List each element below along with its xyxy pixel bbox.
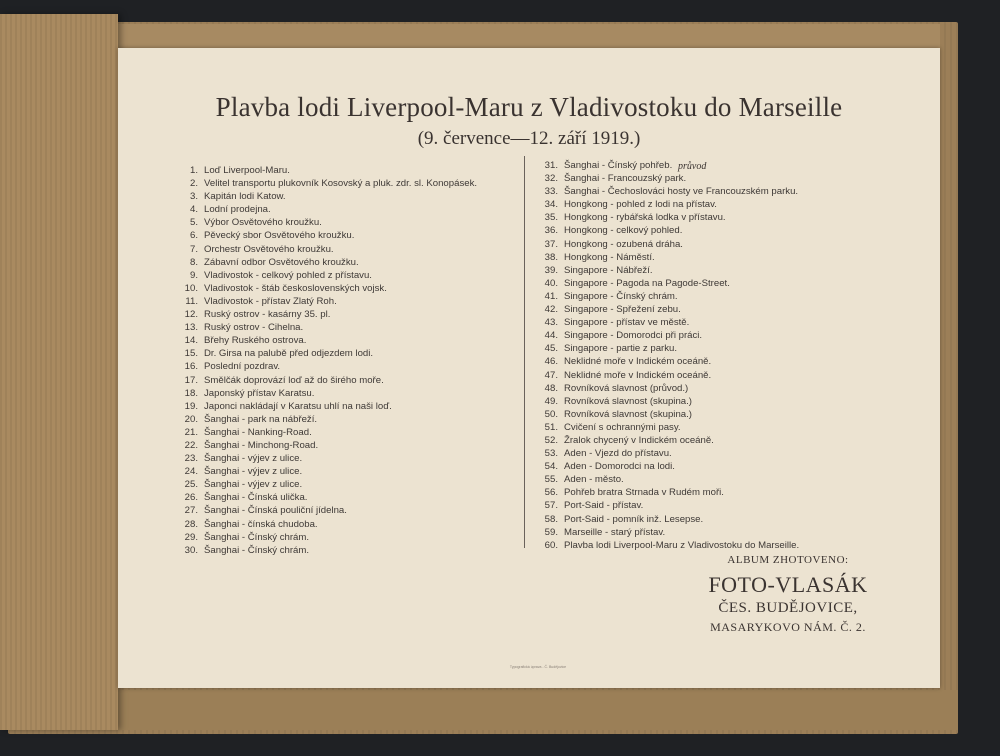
- item-caption: Dr. Girsa na palubě před odjezdem lodi.: [204, 348, 374, 360]
- item-caption: Pěvecký sbor Osvětového kroužku.: [204, 230, 355, 242]
- item-number: 40.: [544, 277, 558, 289]
- credit-city: ČES. BUDĚJOVICE,: [718, 600, 858, 616]
- item-caption: Velitel transportu plukovník Kosovský a pluk. zdr. sl. Konopásek.: [204, 178, 478, 190]
- item-number: 39.: [544, 264, 558, 276]
- item-caption: Marseille - starý přístav.: [564, 526, 666, 538]
- item-caption: Výbor Osvětového kroužku.: [204, 217, 322, 229]
- item-caption: Šanghai - Čínská pouliční jídelna.: [204, 505, 347, 517]
- item-caption: Vladivostok - přístav Zlatý Roh.: [204, 295, 337, 307]
- photographer-credit: [698, 554, 878, 636]
- item-number: 45.: [544, 343, 558, 355]
- list-item: [168, 282, 518, 295]
- list-item: [528, 264, 858, 277]
- item-number: 52.: [544, 434, 558, 446]
- item-caption: Hongkong - Náměstí.: [564, 251, 655, 263]
- list-item: [168, 334, 518, 347]
- list-item: [168, 347, 518, 360]
- list-item: [168, 164, 518, 177]
- list-item: [528, 473, 858, 486]
- item-number: 12.: [184, 309, 198, 321]
- item-number: 11.: [185, 295, 198, 307]
- list-item: [168, 321, 518, 334]
- item-caption: Port-Said - pomník inž. Lesepse.: [564, 513, 704, 525]
- cardboard-bottom-edge: [110, 690, 958, 730]
- item-number: 49.: [544, 395, 558, 407]
- item-number: 5.: [189, 217, 198, 229]
- list-item: [528, 329, 858, 342]
- photo-list-right: [528, 159, 858, 552]
- item-caption: Rovníková slavnost (skupina.): [564, 395, 692, 407]
- item-number: 3.: [189, 191, 198, 203]
- item-number: 26.: [184, 492, 198, 504]
- list-item: [528, 513, 858, 526]
- item-number: 16.: [184, 361, 198, 373]
- list-item: [168, 504, 518, 517]
- list-item: [168, 374, 518, 387]
- item-caption: Šanghai - čínská chudoba.: [204, 518, 318, 530]
- list-item: [528, 408, 858, 421]
- item-caption: Pohřeb bratra Strnada v Rudém moři.: [564, 487, 724, 499]
- item-caption: Neklidné moře v Indickém oceáně.: [564, 369, 712, 381]
- list-item: [528, 382, 858, 395]
- item-number: 48.: [544, 382, 558, 394]
- item-caption: Smělčák doprovází loď až do širého moře.: [204, 374, 384, 386]
- item-caption: Ruský ostrov - Cihelna.: [204, 322, 304, 334]
- item-number: 10.: [184, 282, 198, 294]
- item-number: 60.: [544, 539, 558, 551]
- item-caption: Aden - Domorodci na lodi.: [564, 461, 675, 473]
- item-number: 54.: [544, 461, 558, 473]
- list-item: [168, 413, 518, 426]
- item-caption: Cvičení s ochrannými pasy.: [564, 421, 681, 433]
- list-item: [168, 491, 518, 504]
- list-item: [168, 400, 518, 413]
- item-number: 25.: [184, 479, 198, 491]
- credit-line-1: ALBUM ZHOTOVENO:: [727, 554, 849, 566]
- item-number: 23.: [184, 453, 198, 465]
- item-caption: Singapore - Čínský chrám.: [564, 290, 678, 302]
- item-caption: Ruský ostrov - kasárny 35. pl.: [204, 309, 331, 321]
- item-caption: Žralok chycený v Indickém oceáně.: [564, 434, 714, 446]
- list-item: [528, 539, 858, 552]
- item-caption: Japonci nakládají v Karatsu uhlí na naši loď.: [204, 400, 392, 412]
- list-item: [528, 355, 858, 368]
- list-item: [168, 308, 518, 321]
- item-number: 32.: [544, 173, 558, 185]
- item-caption: Singapore - Nábřeží.: [564, 264, 653, 276]
- item-number: 2.: [189, 178, 198, 190]
- item-number: 30.: [184, 544, 198, 556]
- list-item: [528, 486, 858, 499]
- item-caption: Šanghai - Čínský chrám.: [204, 544, 310, 556]
- item-caption: Vladivostok - celkový pohled z přístavu.: [204, 269, 372, 281]
- item-caption: Singapore - Spřežení zebu.: [564, 304, 681, 316]
- item-caption: Hongkong - pohled z lodi na přístav.: [564, 199, 717, 211]
- item-number: 14.: [184, 335, 198, 347]
- item-caption: Šanghai - výjev z ulice.: [204, 453, 303, 465]
- item-number: 13.: [184, 322, 198, 334]
- item-number: 43.: [544, 317, 558, 329]
- item-caption: Singapore - přístav ve městě.: [564, 317, 690, 329]
- item-number: 36.: [544, 225, 558, 237]
- item-number: 29.: [184, 531, 198, 543]
- item-caption: Japonský přístav Karatsu.: [204, 387, 315, 399]
- list-item: [168, 190, 518, 203]
- item-number: 8.: [189, 256, 198, 268]
- item-caption: Neklidné moře v Indickém oceáně.: [564, 356, 712, 368]
- list-item: [168, 544, 518, 557]
- item-number: 1.: [189, 165, 198, 176]
- list-item: [168, 518, 518, 531]
- item-caption: Šanghai - Čechoslováci hosty ve Francouzském parku.: [564, 186, 799, 198]
- list-item: [168, 439, 518, 452]
- list-item: [528, 460, 858, 473]
- printer-imprint: Typografická úprava - Č. Budějovice: [509, 665, 567, 669]
- list-item: [168, 216, 518, 229]
- list-item: [528, 499, 858, 512]
- item-number: 56.: [544, 487, 558, 499]
- item-caption: Singapore - Pagoda na Pagode-Street.: [564, 277, 730, 289]
- item-number: 51.: [544, 421, 558, 433]
- item-caption: Hongkong - rybářská lodka v přístavu.: [564, 212, 726, 224]
- item-number: 4.: [189, 204, 198, 216]
- item-number: 59.: [544, 526, 558, 538]
- list-item: [168, 295, 518, 308]
- item-number: 53.: [544, 448, 558, 460]
- item-number: 44.: [544, 330, 558, 342]
- list-item: [168, 426, 518, 439]
- list-item: [528, 238, 858, 251]
- list-item: [168, 229, 518, 242]
- item-caption: Singapore - partie z parku.: [564, 343, 678, 355]
- list-item: [528, 198, 858, 211]
- item-caption: Poslední pozdrav.: [204, 361, 281, 373]
- list-item: [528, 342, 858, 355]
- list-item: [528, 316, 858, 329]
- item-number: 35.: [544, 212, 558, 224]
- item-caption: Vladivostok - štáb československých vojsk.: [204, 282, 387, 294]
- photo-list-left: [168, 164, 518, 557]
- item-caption: Lodní prodejna.: [204, 204, 271, 216]
- item-number: 41.: [544, 290, 558, 302]
- item-caption: Šanghai - Francouzský park.: [564, 173, 687, 185]
- album-page: [118, 48, 940, 688]
- item-number: 7.: [189, 243, 198, 255]
- item-number: 27.: [184, 505, 198, 517]
- item-caption: Aden - Vjezd do přístavu.: [564, 448, 672, 460]
- list-item: [528, 251, 858, 264]
- column-divider: [524, 156, 525, 548]
- list-item: [168, 452, 518, 465]
- list-item: [528, 526, 858, 539]
- album-subtitle: (9. července—12. září 1919.): [417, 128, 641, 149]
- item-caption: Břehy Ruského ostrova.: [204, 335, 307, 347]
- item-caption: Šanghai - park na nábřeží.: [204, 413, 318, 425]
- item-number: 50.: [544, 408, 558, 420]
- item-number: 20.: [184, 413, 198, 425]
- list-item: [168, 478, 518, 491]
- item-number: 34.: [544, 199, 558, 211]
- item-caption: Rovníková slavnost (průvod.): [564, 382, 689, 394]
- item-caption: Port-Said - přístav.: [564, 500, 644, 512]
- item-caption: Zábavní odbor Osvětového kroužku.: [204, 256, 359, 268]
- cardboard-left-flap: [0, 14, 118, 730]
- item-number: 18.: [184, 387, 198, 399]
- item-number: 17.: [184, 374, 198, 386]
- list-item: [168, 465, 518, 478]
- item-number: 55.: [544, 474, 558, 486]
- item-number: 33.: [544, 186, 558, 198]
- list-item: [168, 531, 518, 544]
- list-item: [528, 434, 858, 447]
- item-caption: Šanghai - Čínská ulička.: [204, 492, 308, 504]
- list-item: [528, 290, 858, 303]
- list-item: [528, 395, 858, 408]
- item-number: 46.: [544, 356, 558, 368]
- list-item: [168, 360, 518, 373]
- item-caption: Aden - město.: [564, 474, 624, 486]
- item-caption: Šanghai - Čínský pohřeb.: [564, 160, 673, 171]
- item-number: 6.: [189, 230, 198, 242]
- item-caption: Šanghai - Minchong-Road.: [204, 439, 319, 451]
- list-item: [528, 211, 858, 224]
- list-item: [528, 277, 858, 290]
- item-caption: Plavba lodi Liverpool-Maru z Vladivostoku do Marseille.: [564, 539, 800, 551]
- list-item: [168, 177, 518, 190]
- item-number: 57.: [544, 500, 558, 512]
- item-caption: Šanghai - výjev z ulice.: [204, 466, 303, 478]
- item-number: 31.: [544, 160, 558, 171]
- item-caption: Orchestr Osvětového kroužku.: [204, 243, 334, 255]
- list-item: [528, 185, 858, 198]
- list-item: [168, 256, 518, 269]
- list-item: [168, 203, 518, 216]
- list-item: [168, 387, 518, 400]
- item-number: 28.: [184, 518, 198, 530]
- item-caption: Loď Liverpool-Maru.: [204, 165, 290, 176]
- item-number: 19.: [184, 400, 198, 412]
- item-caption: Hongkong - celkový pohled.: [564, 225, 683, 237]
- list-item: [168, 243, 518, 256]
- item-caption: Kapitán lodi Katow.: [204, 191, 286, 203]
- item-number: 15.: [184, 348, 198, 360]
- item-number: 24.: [184, 466, 198, 478]
- item-number: 9.: [189, 269, 198, 281]
- item-caption: Šanghai - Nanking-Road.: [204, 426, 312, 438]
- credit-studio-name: FOTO-VLASÁK: [708, 572, 868, 597]
- list-item: [528, 303, 858, 316]
- item-number: 22.: [184, 439, 198, 451]
- item-caption: Šanghai - Čínský chrám.: [204, 531, 310, 543]
- list-item: [168, 269, 518, 282]
- list-item: [528, 421, 858, 434]
- item-number: 47.: [544, 369, 558, 381]
- list-item: [528, 172, 858, 185]
- album-title: Plavba lodi Liverpool-Maru z Vladivostoku do Marseille: [215, 92, 843, 122]
- item-number: 38.: [544, 251, 558, 263]
- item-caption: Šanghai - výjev z ulice.: [204, 479, 303, 491]
- item-number: 37.: [544, 238, 558, 250]
- item-caption: Hongkong - ozubená dráha.: [564, 238, 683, 250]
- item-caption: Rovníková slavnost (skupina.): [564, 408, 692, 420]
- handwritten-note: průvod: [678, 161, 707, 172]
- item-number: 58.: [544, 513, 558, 525]
- item-number: 42.: [544, 304, 558, 316]
- list-item: [528, 224, 858, 237]
- item-number: 21.: [184, 426, 198, 438]
- credit-address: MASARYKOVO NÁM. Č. 2.: [710, 620, 866, 634]
- list-item: [528, 369, 858, 382]
- item-caption: Singapore - Domorodci při práci.: [564, 330, 703, 342]
- list-item: [528, 447, 858, 460]
